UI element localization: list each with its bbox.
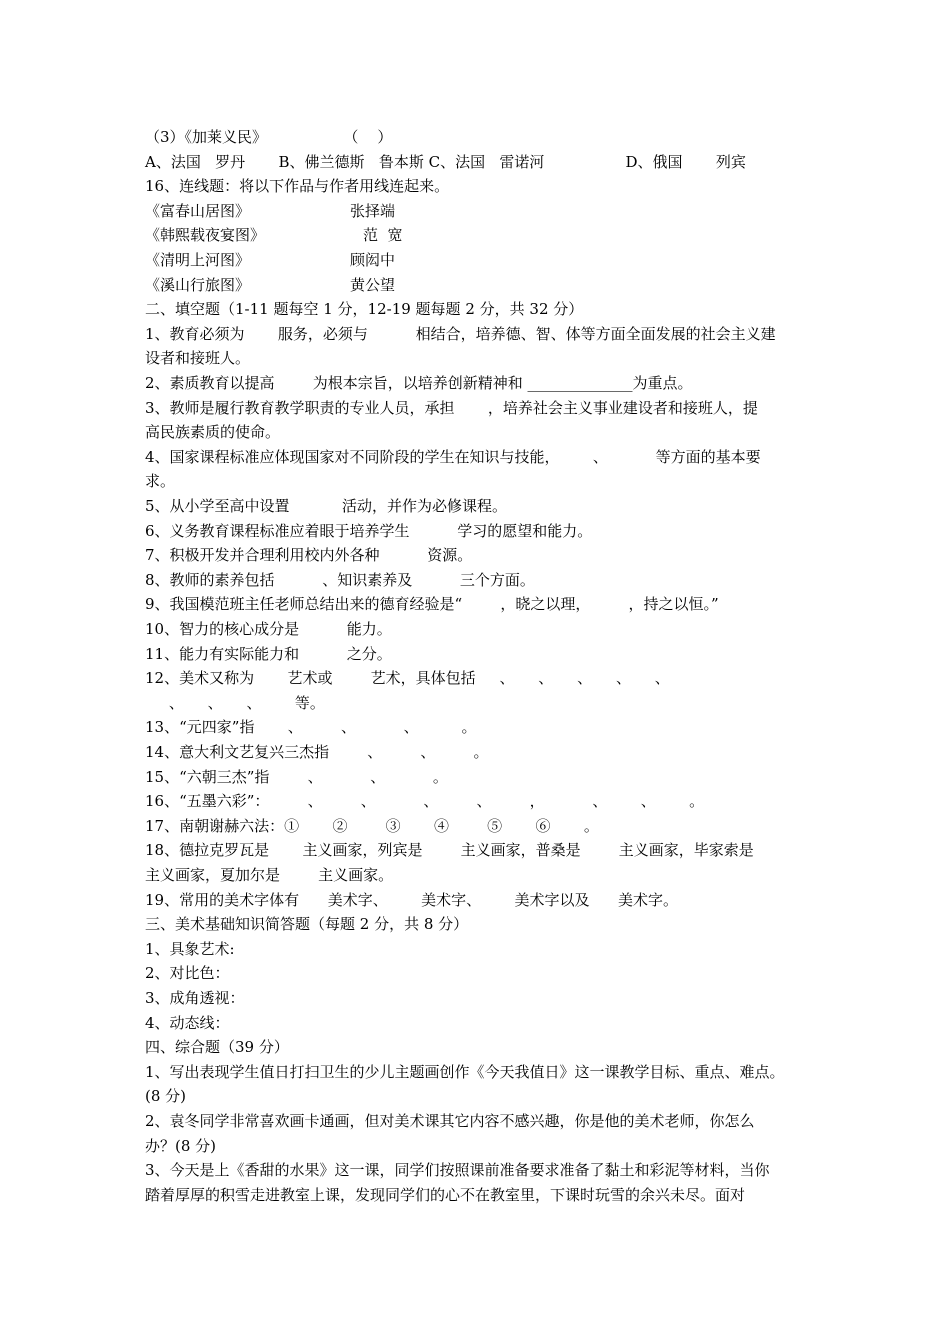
text-line: 13、“元四家”指 、 、 、 。 (145, 718, 477, 737)
text-line: 7、积极开发并合理利用校内外各种 资源。 (145, 546, 473, 565)
text-line: 2、素质教育以提高 为根本宗旨，以培养创新精神和 ______________为重点。 (145, 374, 693, 392)
matching-author: 顾闳中 (350, 251, 396, 269)
text-line: A、法国 罗丹 B、佛兰德斯 鲁本斯 C、法国 雷诺河 D、俄国 列宾 (145, 152, 746, 171)
text-line: 12、美术又称为 艺术或 艺术，具体包括 、 、 、 、 、 (145, 669, 670, 688)
text-line: 10、智力的核心成分是 能力。 (145, 620, 392, 638)
text-line: 、 、 、 等。 (145, 693, 325, 712)
text-line: 4、动态线： (145, 1013, 230, 1032)
text-line: 9、我国模范班主任老师总结出来的德育经验是“ ，晓之以理， ，持之以恒。” (145, 595, 719, 614)
text-line: 2、袁冬同学非常喜欢画卡通画，但对美术课其它内容不感兴趣，你是他的美术老师，你怎么 (145, 1112, 755, 1130)
matching-work: 《富春山居图》 (145, 201, 251, 220)
text-line: 6、义务教育课程标准应着眼于培养学生 学习的愿望和能力。 (145, 521, 593, 540)
text-line: 2、对比色： (145, 964, 230, 983)
text-line: 3、成角透视： (145, 989, 245, 1007)
text-line: （3）《加莱义民》 （ ） (145, 128, 393, 146)
text-line: 4、国家课程标准应体现国家对不同阶段的学生在知识与技能， 、 等方面的基本要 (145, 447, 761, 466)
matching-work: 《韩熙载夜宴图》 (145, 226, 266, 245)
text-line: 3、教师是履行教育教学职责的专业人员，承担 ，培养社会主义事业建设者和接班人，提 (145, 398, 758, 417)
text-line: 1、教育必须为 服务，必须与 相结合，培养德、智、体等方面全面发展的社会主义建 (145, 324, 776, 343)
text-line: 踏着厚厚的积雪走进教室上课，发现同学们的心不在教室里，下课时玩雪的余兴未尽。面对 (145, 1185, 746, 1204)
matching-row (145, 201, 545, 223)
text-line: 设者和接班人。 (145, 349, 251, 368)
text-line: 四、综合题（39 分） (145, 1038, 289, 1057)
matching-work: 《溪山行旅图》 (145, 275, 251, 294)
text-line: 17、南朝谢赫六法：① ② ③ ④ ⑤ ⑥ 。 (145, 816, 599, 835)
text-line: 15、“六朝三杰”指 、 、 。 (145, 767, 448, 786)
matching-author: 张择端 (350, 201, 396, 220)
text-line: 办？(8 分) (145, 1136, 217, 1155)
text-line: 19、常用的美术字体有 美术字、 美术字、 美术字以及 美术字。 (145, 890, 679, 909)
text-line: 二、填空题（1-11 题每空 1 分，12-19 题每题 2 分，共 32 分） (145, 300, 584, 319)
matching-work: 《清明上河图》 (145, 251, 251, 269)
text-line: 8、教师的素养包括 、知识素养及 三个方面。 (145, 570, 535, 589)
text-line: (8 分) (145, 1087, 187, 1106)
text-line: 16、连线题：将以下作品与作者用线连起来。 (145, 177, 450, 196)
text-line: 11、能力有实际能力和 之分。 (145, 644, 392, 663)
text-line: 5、从小学至高中设置 活动，并作为必修课程。 (145, 497, 507, 515)
text-line: 18、德拉克罗瓦是 主义画家，列宾是 主义画家，普桑是 主义画家，毕家索是 (145, 841, 754, 860)
text-line: 求。 (145, 472, 176, 491)
text-line: 3、今天是上《香甜的水果》这一课，同学们按照课前准备要求准备了黏土和彩泥等材料，当你 (145, 1161, 770, 1180)
matching-author: 范 宽 (363, 226, 403, 245)
text-line: 14、意大利文艺复兴三杰指 、 、 。 (145, 743, 489, 761)
matching-author: 黄公望 (350, 275, 396, 294)
text-line: 1、写出表现学生值日打扫卫生的少儿主题画创作《今天我值日》这一课教学目标、重点、难点。 (145, 1062, 785, 1081)
matching-row (145, 250, 545, 272)
matching-row (145, 275, 545, 297)
text-line: 高民族素质的使命。 (145, 423, 281, 442)
text-line: 1、具象艺术: (145, 939, 235, 958)
text-line: 主义画家，夏加尔是 主义画家。 (145, 866, 394, 884)
text-line: 三、美术基础知识简答题（每题 2 分，共 8 分） (145, 915, 469, 934)
text-line: 16、“五墨六彩”： 、 、 、 、 ， 、 、 。 (145, 792, 705, 811)
matching-row (145, 225, 545, 247)
